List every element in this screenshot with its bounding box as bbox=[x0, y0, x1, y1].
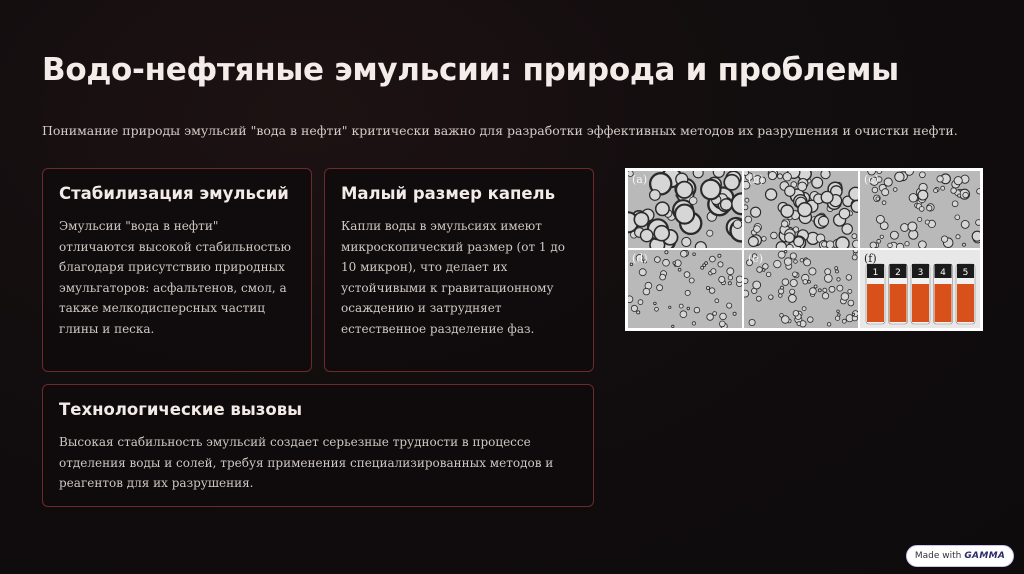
card-heading: Технологические вызовы bbox=[59, 400, 303, 419]
card-technological-challenges bbox=[42, 384, 594, 507]
micrograph-panel-a bbox=[628, 171, 742, 248]
panel-label: (d) bbox=[632, 252, 648, 265]
panel-label: (a) bbox=[632, 173, 648, 186]
panel-label: (c) bbox=[864, 173, 879, 186]
card-heading: Стабилизация эмульсий bbox=[59, 184, 289, 203]
micrograph-panel-f-bottles bbox=[860, 250, 980, 328]
micrograph-panel-b bbox=[744, 171, 858, 248]
bottle-number: 2 bbox=[895, 268, 901, 278]
bottle-number: 3 bbox=[917, 268, 924, 278]
card-emulsion-stabilization bbox=[42, 168, 312, 372]
card-body: Высокая стабильность эмульсий создает серьезные трудности в процессе отделения воды и солей, требуя применения специализированных методов и реагентов для их разрушения. bbox=[59, 435, 554, 490]
panel-label: (b) bbox=[748, 173, 764, 186]
card-heading: Малый размер капель bbox=[341, 184, 556, 203]
bottle-number: 5 bbox=[962, 268, 969, 278]
panel-label: (f) bbox=[864, 252, 877, 265]
card-small-droplet-size bbox=[324, 168, 594, 372]
slide-subtitle: Понимание природы эмульсий "вода в нефти" критически важно для разработки эффективных методов их разрушения и очистки нефти. bbox=[42, 123, 958, 138]
micrograph-panel-c bbox=[860, 171, 980, 248]
panel-label: (e) bbox=[748, 252, 764, 265]
micrograph-panel-d bbox=[628, 250, 742, 328]
bottles-image bbox=[860, 250, 980, 328]
bottle-number: 1 bbox=[872, 268, 879, 278]
made-with-gamma-badge[interactable] bbox=[906, 545, 1014, 567]
micrograph-panel-e bbox=[744, 250, 858, 328]
gamma-logo: GAMMA bbox=[964, 551, 1006, 561]
card-body: Эмульсии "вода в нефти" отличаются высокой стабильностью благодаря присутствию природных эмульгаторов: асфальтенов, смол, а также мелкодисперсных частиц глины и песка. bbox=[59, 219, 292, 336]
emulsion-micrograph-figure bbox=[625, 168, 983, 331]
card-body: Капли воды в эмульсиях имеют микроскопический размер (от 1 до 10 микрон), что делает их устойчивыми к гравитационному осаждению и затрудняет естественное разделение фаз. bbox=[341, 219, 565, 336]
slide-title: Водо-нефтяные эмульсии: природа и проблемы bbox=[42, 52, 899, 88]
badge-prefix: Made with bbox=[914, 551, 962, 561]
bottle-number: 4 bbox=[940, 268, 946, 278]
